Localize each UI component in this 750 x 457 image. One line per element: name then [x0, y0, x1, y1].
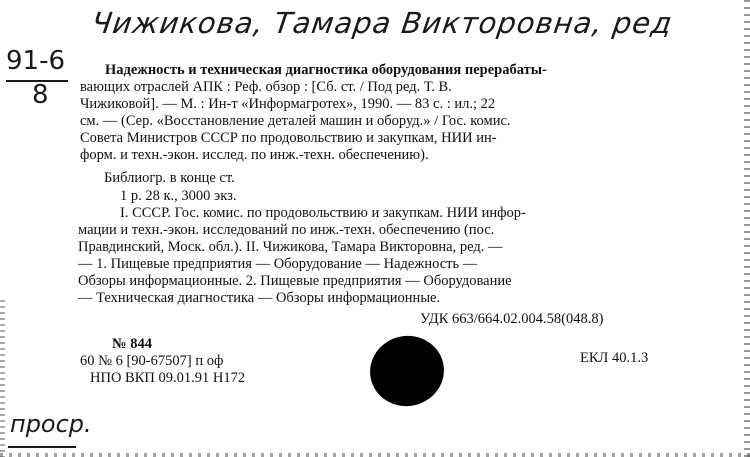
shelf-code-bottom: 8: [32, 80, 49, 110]
subject-line-3: Правдинский, Моск. обл.). II. Чижикова, Тамара Викторовна, ред. —: [78, 239, 503, 255]
handwritten-heading: Чижикова, Тамара Викторовна, ред: [89, 6, 675, 40]
shelf-code-top: 91-6: [6, 46, 66, 76]
entry-line-4: Совета Министров СССР по продовольствию и закупкам, НИИ ин-: [80, 130, 497, 146]
subject-line-1: I. СССР. Гос. комис. по продовольствию и закупкам. НИИ инфор-: [120, 205, 526, 221]
entry-line-2: Чижиковой]. — М. : Ин-т «Информагротех», 1990. — 83 с. : ил.; 22: [80, 96, 496, 112]
entry-line-1: вающих отраслей АПК : Реф. обзор : [Сб. ст. / Под ред. Т. В.: [80, 79, 452, 95]
subject-line-2: мации и техн.-экон. исследований по инж.-техн. обеспечению (пос.: [78, 222, 495, 238]
order-code: 60 № 6 [90-67507] п оф: [80, 353, 224, 369]
handwritten-stamp: проср.: [10, 410, 92, 438]
price-note: 1 р. 28 к., 3000 экз.: [120, 188, 237, 204]
bibliography-note: Библиогр. в конце ст.: [104, 170, 235, 186]
stamp-underline: [8, 446, 76, 448]
card-number: № 844: [112, 336, 152, 352]
ink-blot: [364, 329, 451, 413]
entry-title: Надежность и техническая диагностика оборудования перерабаты-: [105, 62, 547, 78]
card-edge-right: [744, 0, 750, 457]
handwritten-shelf-code: [6, 46, 66, 110]
entry-line-5: форм. и техн.-экон. исслед. по инж.-техн. обеспечению).: [80, 147, 429, 163]
subject-line-5: Обзоры информационные. 2. Пищевые предприятия — Оборудование: [78, 273, 512, 289]
entry-line-3: см. — (Сер. «Восстановление деталей машин и оборуд.» / Гос. комис.: [80, 113, 511, 129]
publisher-code: НПО ВКП 09.01.91 Н172: [90, 370, 246, 386]
subject-line-4: — 1. Пищевые предприятия — Оборудование — Надежность —: [78, 256, 478, 272]
card-edge-left: [0, 300, 5, 457]
subject-line-6: — Техническая диагностика — Обзоры информационные.: [78, 290, 441, 306]
udc-code: УДК 663/664.02.004.58(048.8): [420, 311, 604, 327]
ekl-code: ЕКЛ 40.1.3: [580, 350, 649, 366]
card-edge-bottom: [0, 453, 750, 457]
